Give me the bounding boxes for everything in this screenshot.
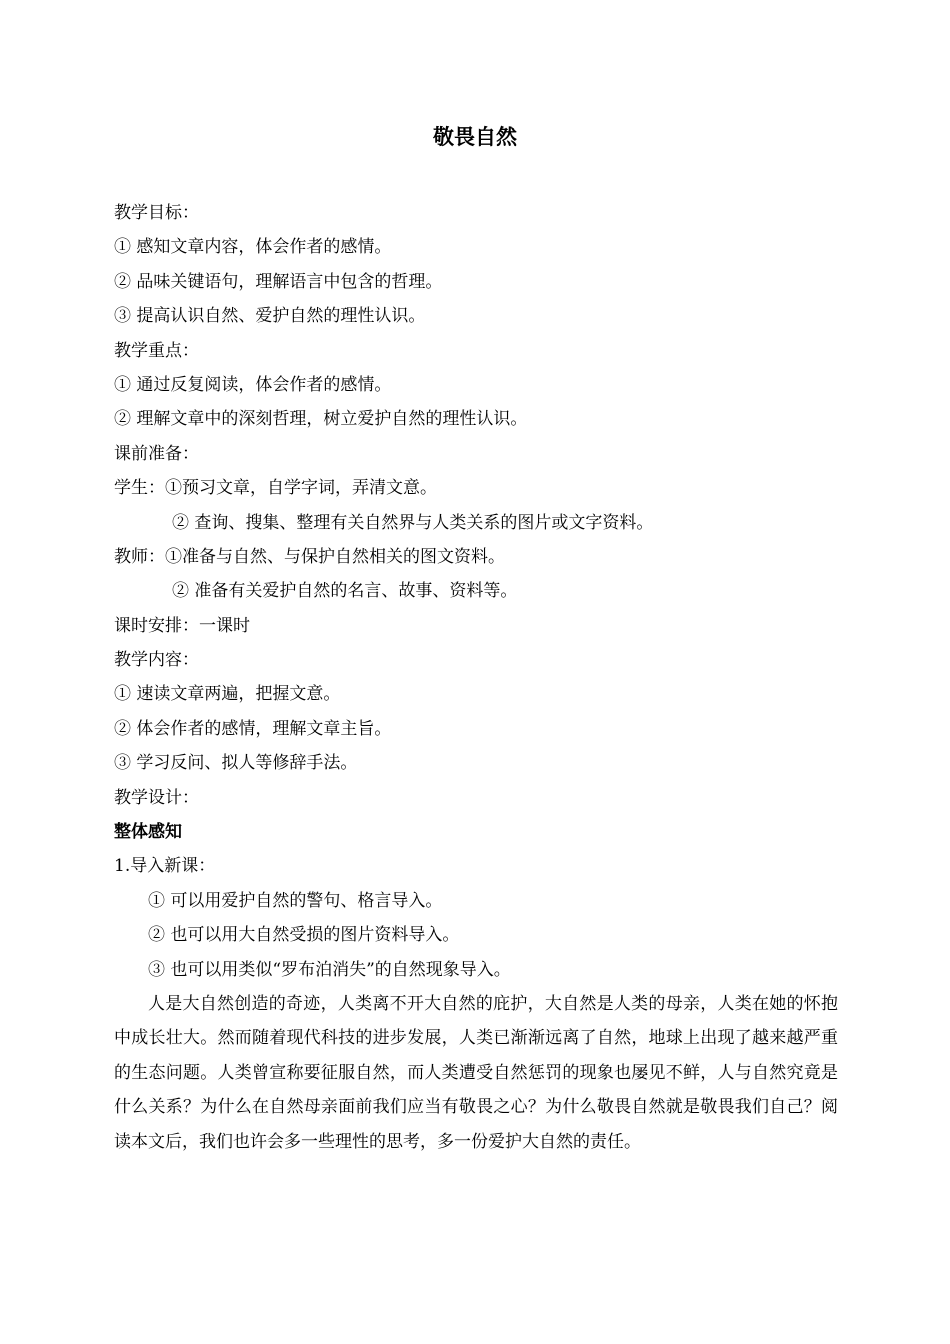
schedule-line: 课时安排：一课时 (114, 615, 250, 636)
preparation-teacher-1: 教师：①准备与自然、与保护自然相关的图文资料。 (114, 546, 505, 567)
key-point-item: ② 理解文章中的深刻哲理，树立爱护自然的理性认识。 (114, 409, 528, 430)
intro-option: ① 可以用爱护自然的警句、格言导入。 (148, 890, 443, 911)
document-body (114, 196, 838, 1159)
preparation-teacher-2: ② 准备有关爱护自然的名言、故事、资料等。 (172, 581, 518, 602)
objective-item: ② 品味关键语句，理解语言中包含的哲理。 (114, 271, 443, 292)
key-point-item: ① 通过反复阅读，体会作者的感情。 (114, 374, 392, 395)
key-points-heading: 教学重点： (114, 340, 199, 361)
preparation-students-2: ② 查询、搜集、整理有关自然界与人类关系的图片或文字资料。 (172, 512, 654, 533)
intro-heading: 1.导入新课： (114, 856, 216, 877)
design-heading: 教学设计： (114, 787, 199, 808)
document-title: 敬畏自然 (433, 125, 517, 149)
preparation-students-1: 学生：①预习文章，自学字词，弄清文意。 (114, 478, 437, 499)
objective-item: ① 感知文章内容，体会作者的感情。 (114, 237, 392, 258)
objective-item: ③ 提高认识自然、爱护自然的理性认识。 (114, 306, 426, 327)
objectives-heading: 教学目标： (114, 203, 199, 223)
intro-paragraph: 人是大自然创造的奇迹，人类离不开大自然的庇护，大自然是人类的母亲，人类在她的怀抱中成长壮大。然而随着现代科技的进步发展，人类已渐渐远离了自然，地球上出现了越来越严重的生态问题。人类曾宣称要征服自然，而人类遭受自然惩罚的现象也屡见不鲜，人与自然究竟是什么关系？为什么在自然母亲面前我们应当有敬畏之心？为什么敬畏自然就是敬畏我们自己？阅读本文后，我们也许会多一些理性的思考，多一份爱护大自然的责任。 (114, 993, 838, 1152)
intro-option: ② 也可以用大自然受损的图片资料导入。 (148, 925, 460, 946)
intro-option: ③ 也可以用类似“罗布泊消失”的自然现象导入。 (148, 959, 511, 980)
content-item: ③ 学习反问、拟人等修辞手法。 (114, 753, 358, 774)
content-item: ① 速读文章两遍，把握文意。 (114, 684, 341, 705)
content-heading: 教学内容： (114, 650, 199, 671)
preparation-heading: 课前准备： (114, 443, 199, 464)
overall-heading: 整体感知 (114, 822, 182, 843)
content-item: ② 体会作者的感情，理解文章主旨。 (114, 718, 392, 739)
